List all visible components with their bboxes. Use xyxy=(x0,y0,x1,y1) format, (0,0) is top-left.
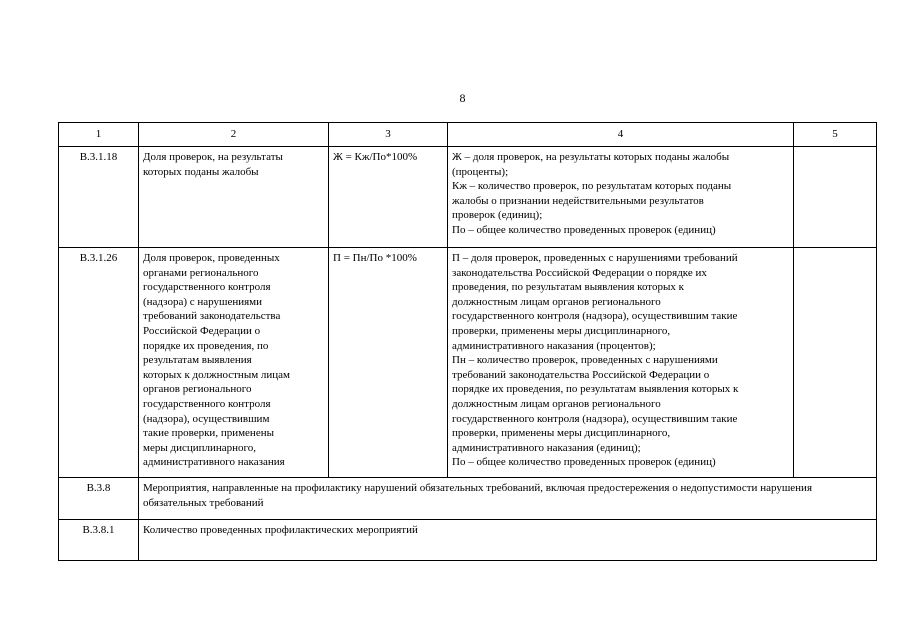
section-code: В.3.8 xyxy=(59,478,139,520)
indicator-name-line: такие проверки, применены xyxy=(143,427,274,440)
section-row xyxy=(59,478,877,520)
page-number: 8 xyxy=(459,91,466,105)
indicator-description-line: жалобы о признании недействительными результатов xyxy=(452,194,704,207)
indicator-description-line: Пн – количество проверок, проведенных с нарушениями xyxy=(452,354,718,367)
section-code: В.3.8.1 xyxy=(59,520,139,561)
indicator-name-line: Российской Федерации о xyxy=(143,324,261,337)
header-cell-5: 5 xyxy=(794,123,877,147)
indicator-name-line: (надзора), осуществившим xyxy=(143,412,270,425)
indicator-name-line: требований законодательства xyxy=(143,310,281,323)
indicator-col5 xyxy=(794,147,877,248)
indicator-name-line: которых к должностным лицам xyxy=(143,368,291,381)
indicator-description-line: государственного контроля (надзора), осуществившим такие xyxy=(452,310,738,323)
indicator-name-line: результатам выявления xyxy=(143,354,252,367)
indicator-name-line: порядке их проведения, по xyxy=(143,339,269,352)
table-row xyxy=(59,147,877,248)
section-title: Мероприятия, направленные на профилактику нарушений обязательных требований, включая предостережения о недопустимости нарушения обязательных требований xyxy=(139,478,877,520)
section-title: Количество проведенных профилактических мероприятий xyxy=(139,520,877,561)
indicator-name-line: Доля проверок, проведенных xyxy=(143,252,280,264)
indicator-description-line: должностным лицам органов регионального xyxy=(452,295,661,308)
indicator-name-line: Доля проверок, на результаты xyxy=(143,151,283,163)
indicator-description-line: требований законодательства Российской Федерации о xyxy=(452,368,710,381)
indicator-description-line: По – общее количество проведенных проверок (единиц) xyxy=(452,456,716,469)
indicator-description-line: Кж – количество проверок, по результатам которых поданы xyxy=(452,180,732,193)
indicator-description-line: проверок (единиц); xyxy=(452,209,543,222)
table-row xyxy=(59,248,877,478)
indicator-name-line: административного наказания xyxy=(143,456,285,469)
indicator-description-line: Ж – доля проверок, на результаты которых поданы жалобы xyxy=(452,151,730,163)
table-header-row xyxy=(59,123,877,147)
header-cell-4: 4 xyxy=(448,123,794,147)
indicator-description-line: проверки, применены меры дисциплинарного, xyxy=(452,324,671,337)
indicators-table xyxy=(58,122,877,561)
indicator-description-line: П – доля проверок, проведенных с нарушениями требований xyxy=(452,252,738,264)
indicator-code: В.3.1.18 xyxy=(59,147,139,248)
header-cell-2: 2 xyxy=(139,123,329,147)
indicator-name-line: государственного контроля xyxy=(143,281,271,294)
indicator-col5 xyxy=(794,248,877,478)
indicator-description-line: проверки, применены меры дисциплинарного, xyxy=(452,427,671,440)
indicator-code: В.3.1.26 xyxy=(59,248,139,478)
indicator-description-line: государственного контроля (надзора), осуществившим такие xyxy=(452,412,738,425)
indicator-name xyxy=(139,248,329,478)
indicator-name-line: (надзора) с нарушениями xyxy=(143,295,263,308)
indicator-name-line: государственного контроля xyxy=(143,397,271,410)
indicator-name-line: которых поданы жалобы xyxy=(143,165,259,178)
indicator-description xyxy=(448,248,794,478)
indicator-description xyxy=(448,147,794,248)
indicator-description-line: проведения, по результатам выявления которых к xyxy=(452,281,684,294)
indicator-name-line: меры дисциплинарного, xyxy=(143,441,257,454)
indicator-name-line: органов регионального xyxy=(143,383,252,396)
indicator-formula: П = Пн/По *100% xyxy=(329,248,448,478)
header-cell-1: 1 xyxy=(59,123,139,147)
section-row xyxy=(59,520,877,561)
indicator-description-line: административного наказания (процентов); xyxy=(452,339,656,352)
indicator-description-line: законодательства Российской Федерации о порядке их xyxy=(452,266,707,279)
indicator-description-line: (проценты); xyxy=(452,165,509,178)
indicator-description-line: административного наказания (единиц); xyxy=(452,441,641,454)
indicator-name xyxy=(139,147,329,248)
indicator-formula: Ж = Кж/По*100% xyxy=(329,147,448,248)
indicator-description-line: должностным лицам органов регионального xyxy=(452,397,661,410)
indicator-description-line: порядке их проведения, по результатам выявления которых к xyxy=(452,383,739,396)
indicator-name-line: органами регионального xyxy=(143,266,259,279)
indicator-description-line: По – общее количество проведенных проверок (единиц) xyxy=(452,223,716,236)
header-cell-3: 3 xyxy=(329,123,448,147)
